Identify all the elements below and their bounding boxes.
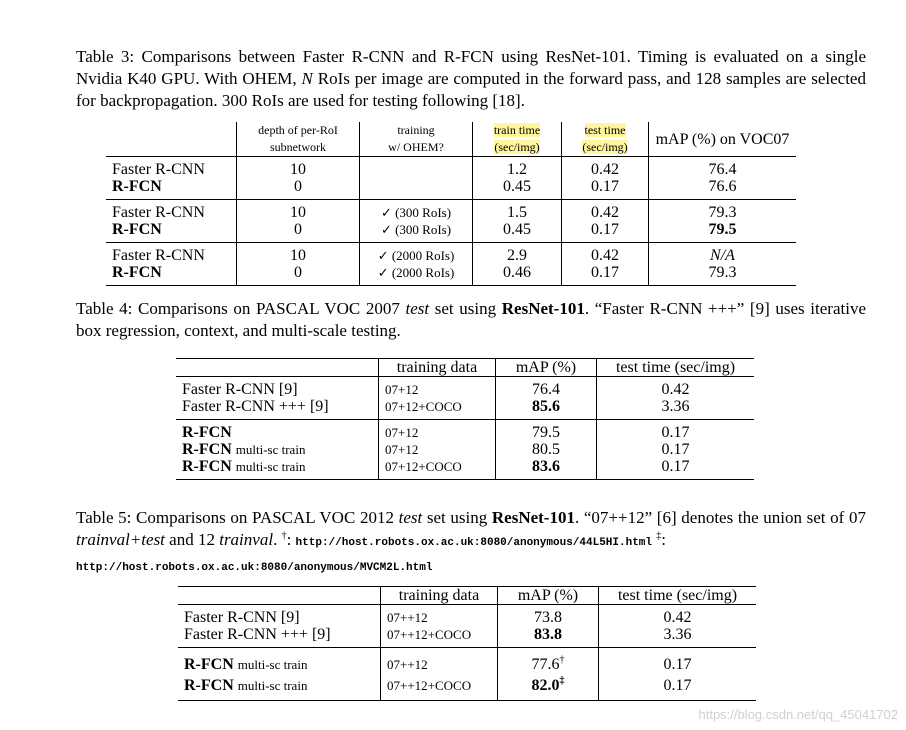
table-row: Faster R-CNN 10 ✓ (300 RoIs) 1.5 0.42 79.3	[106, 200, 796, 222]
table5	[178, 586, 756, 701]
table4-caption: Table 4: Comparisons on PASCAL VOC 2007 test set using ResNet-101. “Faster R-CNN +++” [9] uses iterative box regression, context, and multi-scale testing.	[76, 299, 866, 340]
table3	[106, 122, 796, 286]
table-row: Faster R-CNN +++ [9] 07++12+COCO 83.8 3.36	[178, 626, 756, 648]
table4	[176, 358, 754, 480]
table-row: R-FCN multi-sc train 07+12+COCO 83.6 0.17	[176, 458, 754, 480]
table-row: Faster R-CNN 10 1.2 0.42 76.4	[106, 157, 796, 179]
table3-header: depth of per-RoI subnetwork training w/ OHEM? train time (sec/img) test time (sec/img) mAP (%) on VOC07	[106, 122, 796, 157]
table-row: R-FCN 0 0.45 0.17 76.6	[106, 178, 796, 200]
table5-header: training data mAP (%) test time (sec/img)	[178, 587, 756, 605]
table3-caption: Table 3: Comparisons between Faster R-CNN and R-FCN using ResNet-101. Timing is evaluated on a single Nvidia K40 GPU. With OHEM, N RoIs per image are computed in the forward pass, and 128 samples are selected for backpropagation. 300 RoIs are used for testing following [18].	[76, 47, 866, 110]
table-row: Faster R-CNN [9] 07++12 73.8 0.42	[178, 605, 756, 627]
watermark: https://blog.csdn.net/qq_45041702	[698, 707, 898, 722]
table-row: R-FCN 0 ✓ (2000 RoIs) 0.46 0.17 79.3	[106, 264, 796, 286]
table-row: R-FCN multi-sc train 07++12 77.6† 0.17	[178, 648, 756, 674]
table-row: Faster R-CNN [9] 07+12 76.4 0.42	[176, 377, 754, 399]
table-row: R-FCN 0 ✓ (300 RoIs) 0.45 0.17 79.5	[106, 221, 796, 243]
table-row: R-FCN 07+12 79.5 0.17	[176, 420, 754, 442]
table-row: Faster R-CNN 10 ✓ (2000 RoIs) 2.9 0.42 N/A	[106, 243, 796, 265]
table-row: R-FCN multi-sc train 07++12+COCO 82.0‡ 0.17	[178, 673, 756, 701]
table-row: Faster R-CNN +++ [9] 07+12+COCO 85.6 3.36	[176, 398, 754, 420]
table5-caption: Table 5: Comparisons on PASCAL VOC 2012 test set using ResNet-101. “07++12” [6] denotes the union set of 07 trainval+test and 12 trainval. †: http://host.robots.ox.ac.uk:8080/anonymous/44L5HI.html ‡: http://host.robots.ox.ac.uk:8080/anonymous/MVCM2L.html	[76, 508, 866, 574]
table4-header: training data mAP (%) test time (sec/img)	[176, 359, 754, 377]
table-row: R-FCN multi-sc train 07+12 80.5 0.17	[176, 441, 754, 458]
